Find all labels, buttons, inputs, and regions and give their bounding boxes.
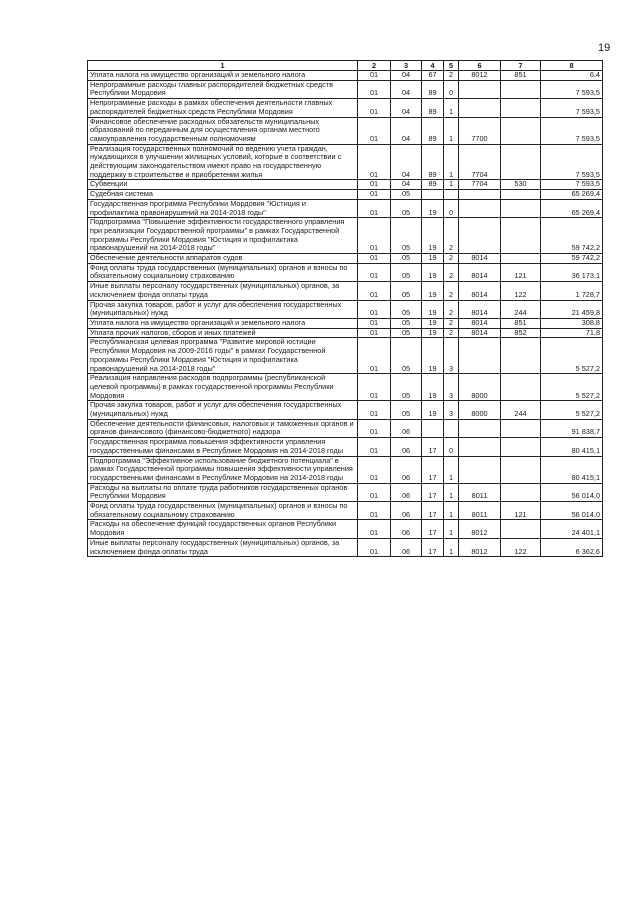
expense-type-cell (501, 456, 541, 483)
subsection-cell: 06 (391, 520, 422, 538)
section-cell: 01 (358, 254, 391, 264)
amount-cell: 91 838,7 (541, 419, 603, 437)
subprogram-cell: 1 (444, 538, 459, 556)
program-cell: 19 (422, 263, 444, 281)
subsection-cell: 05 (391, 190, 422, 200)
amount-cell: 24 401,1 (541, 520, 603, 538)
expense-code-cell (459, 99, 501, 117)
table-row (88, 254, 603, 264)
subsection-cell: 06 (391, 456, 422, 483)
column-header: 2 (358, 61, 391, 71)
expense-type-cell: 122 (501, 538, 541, 556)
expense-code-cell (459, 218, 501, 254)
subprogram-cell: 3 (444, 401, 459, 419)
amount-cell: 5 527,2 (541, 374, 603, 401)
expense-type-cell (501, 199, 541, 217)
subsection-cell: 04 (391, 180, 422, 190)
program-cell: 89 (422, 144, 444, 180)
amount-cell: 65 269,4 (541, 190, 603, 200)
section-cell: 01 (358, 520, 391, 538)
description-cell: Иные выплаты персоналу государственных (муниципальных) органов, за исключением фонда оплаты труда (88, 538, 358, 556)
table-row (88, 502, 603, 520)
description-cell: Государственная программа повышения эффективности управления государственными финансами в Республике Мордовия на 2014-2018 годы (88, 438, 358, 456)
description-cell: Обеспечение деятельности финансовых, налоговых и таможенных органов и органов финансового (финансово-бюджетного) надзора (88, 419, 358, 437)
table-row (88, 117, 603, 144)
subprogram-cell: 0 (444, 438, 459, 456)
expense-type-cell: 244 (501, 401, 541, 419)
subprogram-cell: 3 (444, 374, 459, 401)
program-cell: 67 (422, 71, 444, 81)
table-row (88, 218, 603, 254)
column-header: 7 (501, 61, 541, 71)
expense-code-cell: 8014 (459, 254, 501, 264)
expense-code-cell (459, 456, 501, 483)
subprogram-cell: 1 (444, 502, 459, 520)
description-cell: Непрограммные расходы в рамках обеспечения деятельности главных распорядителей бюджетных средств Республики Мордовия (88, 99, 358, 117)
table-row (88, 538, 603, 556)
subsection-cell: 05 (391, 282, 422, 300)
section-cell: 01 (358, 502, 391, 520)
table-row (88, 338, 603, 374)
program-cell (422, 190, 444, 200)
expense-code-cell: 8000 (459, 374, 501, 401)
program-cell: 89 (422, 117, 444, 144)
program-cell (422, 419, 444, 437)
section-cell: 01 (358, 374, 391, 401)
expense-type-cell (501, 99, 541, 117)
subprogram-cell (444, 419, 459, 437)
description-cell: Непрограммные расходы главных распорядителей бюджетных средств Республики Мордовия (88, 80, 358, 98)
program-cell: 89 (422, 180, 444, 190)
section-cell: 01 (358, 199, 391, 217)
subsection-cell: 05 (391, 199, 422, 217)
amount-cell: 6,4 (541, 71, 603, 81)
section-cell: 01 (358, 117, 391, 144)
subprogram-cell: 2 (444, 300, 459, 318)
expense-type-cell (501, 254, 541, 264)
expense-type-cell: 244 (501, 300, 541, 318)
subprogram-cell: 2 (444, 282, 459, 300)
section-cell: 01 (358, 456, 391, 483)
column-header: 6 (459, 61, 501, 71)
header-row (88, 61, 603, 71)
table-row (88, 190, 603, 200)
section-cell: 01 (358, 338, 391, 374)
section-cell: 01 (358, 263, 391, 281)
subsection-cell: 05 (391, 263, 422, 281)
program-cell: 19 (422, 300, 444, 318)
subsection-cell: 05 (391, 218, 422, 254)
description-cell: Государственная программа Республики Мордовия "Юстиция и профилактика правонарушений на 2014-2018 годы" (88, 199, 358, 217)
amount-cell: 7 593,5 (541, 144, 603, 180)
subprogram-cell: 1 (444, 144, 459, 180)
table-row (88, 199, 603, 217)
subprogram-cell: 1 (444, 117, 459, 144)
subprogram-cell: 1 (444, 456, 459, 483)
section-cell: 01 (358, 71, 391, 81)
program-cell: 19 (422, 338, 444, 374)
subprogram-cell: 2 (444, 328, 459, 338)
description-cell: Подпрограмма "Эффективное использование бюджетного потенциала" в рамках Государственной программы повышения эффективности управления государственными финансами в Республике Мордовия на 2014-2018 годы (88, 456, 358, 483)
expense-type-cell (501, 80, 541, 98)
subprogram-cell: 0 (444, 199, 459, 217)
expense-code-cell (459, 199, 501, 217)
program-cell: 17 (422, 438, 444, 456)
amount-cell: 80 415,1 (541, 438, 603, 456)
column-header: 8 (541, 61, 603, 71)
description-cell: Реализация государственных полномочий по ведению учета граждан, нуждающихся в улучшении жилищных условий, которые в соответствии с действующим законодательством имеют право на государственную поддержку в строительстве и приобретении жилья (88, 144, 358, 180)
subprogram-cell: 2 (444, 71, 459, 81)
table-row (88, 438, 603, 456)
amount-cell: 6 362,6 (541, 538, 603, 556)
description-cell: Расходы на выплаты по оплате труда работников государственных органов Республики Мордовия (88, 483, 358, 501)
program-cell: 17 (422, 456, 444, 483)
section-cell: 01 (358, 218, 391, 254)
table-row (88, 318, 603, 328)
table-body (88, 71, 603, 557)
description-cell: Судебная система (88, 190, 358, 200)
expense-type-cell: 121 (501, 263, 541, 281)
description-cell: Уплата налога на имущество организаций и земельного налога (88, 71, 358, 81)
section-cell: 01 (358, 438, 391, 456)
table-row (88, 456, 603, 483)
subprogram-cell: 2 (444, 254, 459, 264)
expense-type-cell (501, 144, 541, 180)
section-cell: 01 (358, 180, 391, 190)
amount-cell: 308,8 (541, 318, 603, 328)
expense-code-cell: 8012 (459, 520, 501, 538)
subprogram-cell: 1 (444, 483, 459, 501)
expense-type-cell (501, 419, 541, 437)
subsection-cell: 04 (391, 99, 422, 117)
description-cell: Расходы на обеспечение функций государственных органов Республики Мордовия (88, 520, 358, 538)
subsection-cell: 04 (391, 117, 422, 144)
subsection-cell: 05 (391, 300, 422, 318)
program-cell: 19 (422, 218, 444, 254)
expense-code-cell (459, 419, 501, 437)
expense-type-cell: 530 (501, 180, 541, 190)
amount-cell: 7 593,5 (541, 99, 603, 117)
table-row (88, 144, 603, 180)
expense-type-cell: 122 (501, 282, 541, 300)
expense-type-cell (501, 117, 541, 144)
subprogram-cell: 1 (444, 180, 459, 190)
column-header: 1 (88, 61, 358, 71)
program-cell: 19 (422, 374, 444, 401)
table-row (88, 483, 603, 501)
section-cell: 01 (358, 282, 391, 300)
expense-code-cell (459, 80, 501, 98)
expense-type-cell: 851 (501, 318, 541, 328)
expense-code-cell (459, 338, 501, 374)
expense-code-cell: 8014 (459, 282, 501, 300)
amount-cell: 59 742,2 (541, 254, 603, 264)
expense-code-cell (459, 190, 501, 200)
section-cell: 01 (358, 300, 391, 318)
section-cell: 01 (358, 401, 391, 419)
table-row (88, 401, 603, 419)
section-cell: 01 (358, 80, 391, 98)
description-cell: Прочая закупка товаров, работ и услуг для обеспечения государственных (муниципальных) нужд (88, 401, 358, 419)
amount-cell: 5 527,2 (541, 338, 603, 374)
amount-cell: 80 415,1 (541, 456, 603, 483)
program-cell: 17 (422, 502, 444, 520)
expense-code-cell: 8014 (459, 300, 501, 318)
description-cell: Фонд оплаты труда государственных (муниципальных) органов и взносы по обязательному социальному страхованию (88, 263, 358, 281)
subsection-cell: 06 (391, 538, 422, 556)
expense-type-cell (501, 218, 541, 254)
description-cell: Обеспечение деятельности аппаратов судов (88, 254, 358, 264)
subprogram-cell: 2 (444, 263, 459, 281)
expense-code-cell: 8011 (459, 483, 501, 501)
section-cell: 01 (358, 538, 391, 556)
table-row (88, 180, 603, 190)
section-cell: 01 (358, 144, 391, 180)
section-cell: 01 (358, 318, 391, 328)
column-header: 3 (391, 61, 422, 71)
table-row (88, 374, 603, 401)
subprogram-cell: 2 (444, 218, 459, 254)
expense-code-cell: 7700 (459, 117, 501, 144)
subprogram-cell: 0 (444, 80, 459, 98)
table-row (88, 80, 603, 98)
subsection-cell: 04 (391, 144, 422, 180)
table-row (88, 71, 603, 81)
expense-code-cell: 7704 (459, 144, 501, 180)
description-cell: Подпрограмма "Повышение эффективности государственного управления при реализации Государственной программы" в рамках Государственной программы Республики Мордовия "Юстиция и профилактика правонарушений на 2014-2018 годы" (88, 218, 358, 254)
description-cell: Уплата налога на имущество организаций и земельного налога (88, 318, 358, 328)
description-cell: Иные выплаты персоналу государственных (муниципальных) органов, за исключением фонда оплаты труда (88, 282, 358, 300)
expense-code-cell: 8014 (459, 263, 501, 281)
subprogram-cell (444, 190, 459, 200)
expense-code-cell: 8014 (459, 318, 501, 328)
subsection-cell: 06 (391, 419, 422, 437)
expense-type-cell (501, 438, 541, 456)
expense-code-cell: 8000 (459, 401, 501, 419)
amount-cell: 7 593,5 (541, 180, 603, 190)
amount-cell: 7 593,5 (541, 80, 603, 98)
expense-type-cell (501, 520, 541, 538)
subsection-cell: 05 (391, 374, 422, 401)
description-cell: Фонд оплаты труда государственных (муниципальных) органов и взносы по обязательному социальному страхованию (88, 502, 358, 520)
amount-cell: 71,8 (541, 328, 603, 338)
expense-code-cell: 8012 (459, 538, 501, 556)
subprogram-cell: 3 (444, 338, 459, 374)
subprogram-cell: 1 (444, 99, 459, 117)
expense-type-cell: 852 (501, 328, 541, 338)
program-cell: 17 (422, 483, 444, 501)
subsection-cell: 05 (391, 401, 422, 419)
program-cell: 19 (422, 318, 444, 328)
subsection-cell: 04 (391, 71, 422, 81)
table-row (88, 300, 603, 318)
program-cell: 19 (422, 199, 444, 217)
expense-code-cell: 8014 (459, 328, 501, 338)
subsection-cell: 06 (391, 483, 422, 501)
subsection-cell: 05 (391, 318, 422, 328)
expense-code-cell: 8012 (459, 71, 501, 81)
subsection-cell: 05 (391, 328, 422, 338)
section-cell: 01 (358, 328, 391, 338)
amount-cell: 56 014,0 (541, 483, 603, 501)
program-cell: 19 (422, 254, 444, 264)
subprogram-cell: 1 (444, 520, 459, 538)
program-cell: 19 (422, 401, 444, 419)
subsection-cell: 04 (391, 80, 422, 98)
table-row (88, 520, 603, 538)
amount-cell: 5 527,2 (541, 401, 603, 419)
table-row (88, 282, 603, 300)
description-cell: Уплата прочих налогов, сборов и иных платежей (88, 328, 358, 338)
table-row (88, 419, 603, 437)
description-cell: Республиканская целевая программа "Развитие мировой юстиции Республики Мордовия на 2009-2016 годы" в рамках Государственной программы Республики Мордовия "Юстиция и профилактика правонарушений на 2014-2018 годы" (88, 338, 358, 374)
section-cell: 01 (358, 99, 391, 117)
amount-cell: 7 593,5 (541, 117, 603, 144)
expense-type-cell (501, 483, 541, 501)
expense-type-cell (501, 374, 541, 401)
table-row (88, 99, 603, 117)
section-cell: 01 (358, 190, 391, 200)
description-cell: Финансовое обеспечение расходных обязательств муниципальных образований по переданным для осуществления органам местного самоуправления государственным полномочиям (88, 117, 358, 144)
program-cell: 17 (422, 520, 444, 538)
program-cell: 89 (422, 80, 444, 98)
section-cell: 01 (358, 419, 391, 437)
budget-table (87, 60, 603, 557)
amount-cell: 56 014,0 (541, 502, 603, 520)
expense-type-cell: 121 (501, 502, 541, 520)
table-row (88, 263, 603, 281)
page-number: 19 (598, 42, 611, 54)
column-header: 4 (422, 61, 444, 71)
subsection-cell: 06 (391, 502, 422, 520)
subsection-cell: 06 (391, 438, 422, 456)
amount-cell: 1 728,7 (541, 282, 603, 300)
description-cell: Реализация направления расходов подпрограммы (республиканской целевой программы) в рамках государственной программы Республики Мордовия (88, 374, 358, 401)
program-cell: 17 (422, 538, 444, 556)
amount-cell: 59 742,2 (541, 218, 603, 254)
expense-type-cell (501, 190, 541, 200)
description-cell: Прочая закупка товаров, работ и услуг для обеспечения государственных (муниципальных) нужд (88, 300, 358, 318)
amount-cell: 65 269,4 (541, 199, 603, 217)
expense-code-cell: 8011 (459, 502, 501, 520)
expense-type-cell (501, 338, 541, 374)
expense-type-cell: 851 (501, 71, 541, 81)
amount-cell: 21 459,8 (541, 300, 603, 318)
program-cell: 19 (422, 282, 444, 300)
subprogram-cell: 2 (444, 318, 459, 328)
subsection-cell: 05 (391, 254, 422, 264)
expense-code-cell: 7704 (459, 180, 501, 190)
section-cell: 01 (358, 483, 391, 501)
program-cell: 89 (422, 99, 444, 117)
program-cell: 19 (422, 328, 444, 338)
description-cell: Субвенции (88, 180, 358, 190)
subsection-cell: 05 (391, 338, 422, 374)
amount-cell: 36 173,1 (541, 263, 603, 281)
column-header: 5 (444, 61, 459, 71)
expense-code-cell (459, 438, 501, 456)
